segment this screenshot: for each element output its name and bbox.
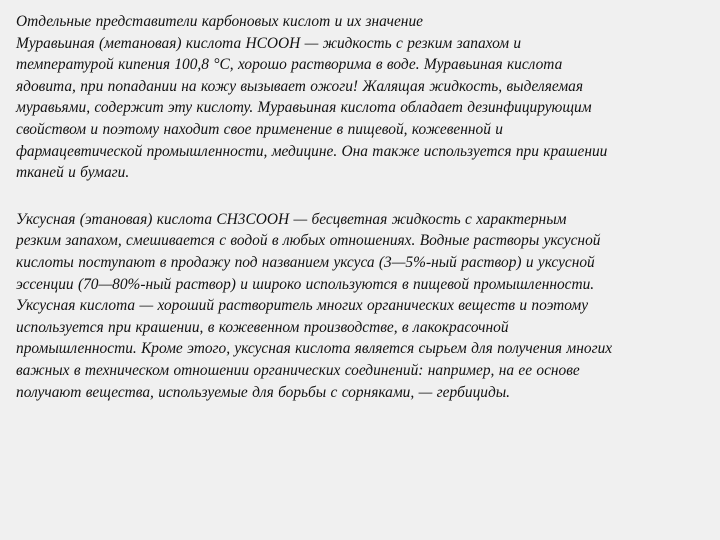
paragraph-gap: [16, 184, 712, 209]
paragraph-acetic-acid: Уксусная (этановая) кислота СН3СООН — бесцветная жидкость с характерным резким запахом, смешивается с водой в любых отношениях. Водные растворы уксусной кислоты поступают в продажу под названием уксуса (3—5%-ный раствор) и уксусной эссенции (70—80%-ный раствор) и широко используются в пищевой промышленности. Уксусная кислота — хороший растворитель многих органических веществ и поэтому используется при крашении, в кожевенном производстве, в лакокрасочной промышленности. Кроме этого, уксусная кислота является сырьем для получения многих важных в техническом отношении органических соединений: например, на ее основе получают вещества, используемые для борьбы с сорняками, — гербициды.: [16, 210, 613, 401]
section-title: Отдельные представители карбоновых кислот и их значение: [16, 13, 423, 30]
paragraph-formic-acid: Муравьиная (метановая) кислота НСООН — жидкость с резким запахом и температурой кипения 100,8 °С, хорошо растворима в воде. Муравьиная кислота ядовита, при попадании на кожу вызывает ожоги! Жалящая жидкость, выделяемая муравьями, содержит эту кислоту. Муравьиная кислота обладает дезинфицирующим свойством и поэтому находит свое применение в пищевой, кожевенной и фармацевтической промышленности, медицине. Она также используется при крашении тканей и бумаги.: [16, 34, 608, 182]
